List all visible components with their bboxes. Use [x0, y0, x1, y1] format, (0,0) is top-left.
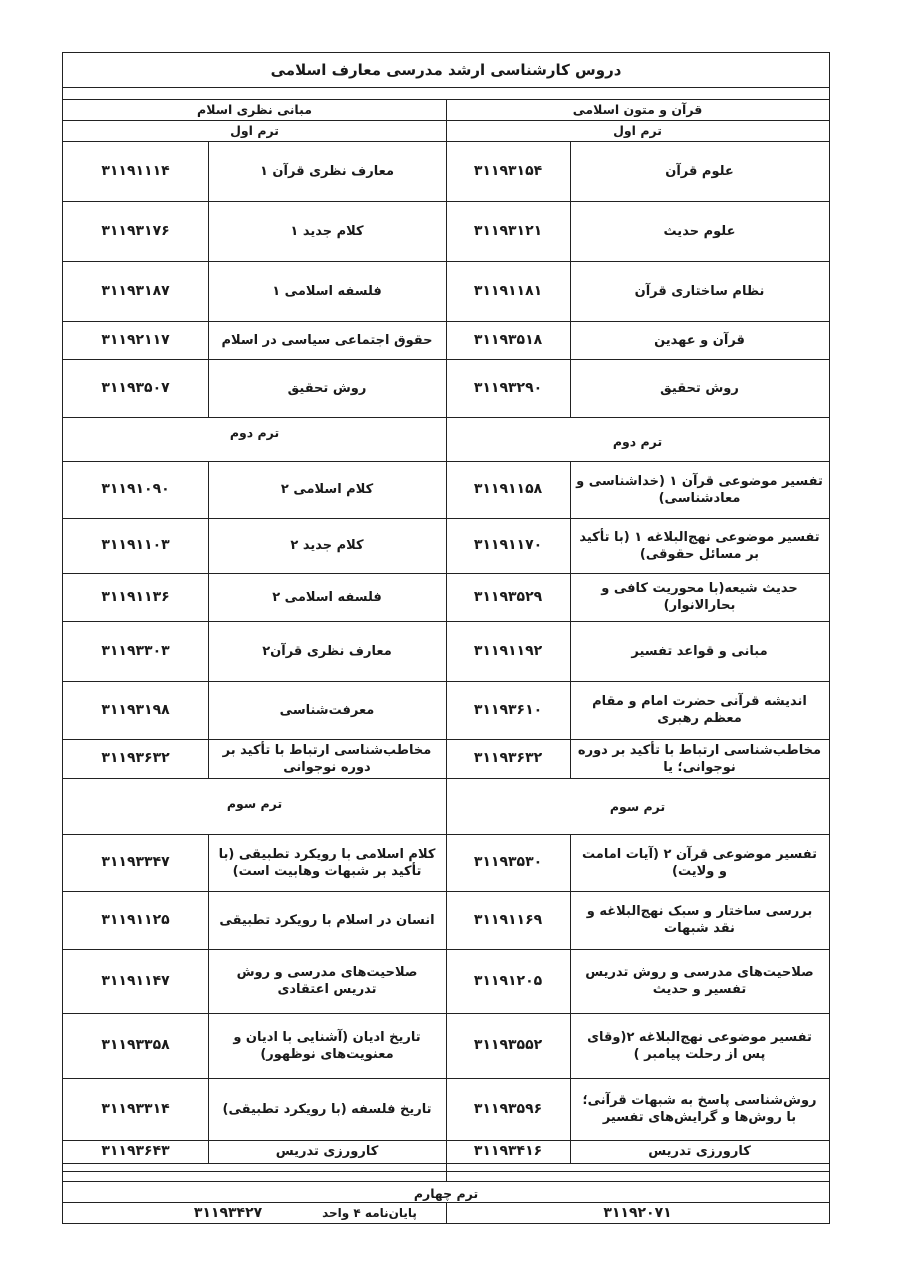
column-divider	[570, 1013, 571, 1078]
term3-right-code: ۳۱۱۹۱۱۶۹	[473, 911, 543, 928]
column-divider	[570, 1078, 571, 1140]
term2-right-code: ۳۱۱۹۱۱۹۲	[473, 642, 543, 659]
term1-left-code: ۳۱۱۹۲۱۱۷	[101, 331, 170, 348]
column-divider	[208, 681, 209, 739]
term2-label-right: ترم دوم	[612, 433, 663, 449]
term3-label-right: ترم سوم	[609, 798, 666, 814]
term3-right-code: ۳۱۱۹۳۵۵۲	[473, 1037, 543, 1053]
term1-left-code: ۳۱۱۹۳۱۸۷	[101, 282, 170, 299]
column-divider	[570, 201, 571, 261]
term2-right-course: تفسیر موضوعی قرآن ۱ (خداشناسی و معادشناسی)	[576, 473, 823, 506]
term1-left-course: حقوق اجتماعی سیاسی در اسلام	[221, 332, 433, 348]
term2-left-course: مخاطب‌شناسی ارتباط با تأکید بر دوره نوجوانی	[222, 742, 432, 775]
term3-left-code: ۳۱۱۹۳۳۵۸	[101, 1037, 170, 1053]
term2-left-code: ۳۱۱۹۳۶۳۲	[101, 750, 170, 766]
term3-left-code: ۳۱۱۹۳۳۱۴	[101, 1100, 170, 1117]
term3-right-course: تفسیر موضوعی قرآن ۲ (آیات امامت و ولایت)	[582, 846, 817, 879]
term2-right-code: ۳۱۱۹۱۱۵۸	[473, 481, 543, 497]
column-divider	[208, 1013, 209, 1078]
column-divider	[208, 573, 209, 621]
term3-left-course: انسان در اسلام با رویکرد تطبیقی	[219, 912, 435, 928]
term1-left-code: ۳۱۱۹۳۵۰۷	[101, 379, 170, 396]
term1-right-course: روش تحقیق	[660, 380, 739, 396]
column-divider	[570, 359, 571, 417]
term1-right-code: ۳۱۱۹۳۱۵۴	[473, 162, 543, 179]
column-divider	[570, 949, 571, 1013]
term3-right-course: صلاحیت‌های مدرسی و روش تدریس تفسیر و حدیث	[585, 965, 814, 997]
term3-right-code: ۳۱۱۹۳۵۳۰	[473, 854, 543, 870]
term2-left-course: کلام اسلامی ۲	[280, 482, 374, 497]
term2-left-course: کلام جدید ۲	[290, 538, 364, 553]
term1-right-course: علوم قرآن	[665, 163, 734, 179]
term4-right-code: ۳۱۱۹۲۰۷۱	[603, 1204, 672, 1221]
term3-left-course: کارورزی تدریس	[275, 1144, 379, 1159]
column-divider	[208, 201, 209, 261]
column-divider	[208, 739, 209, 778]
column-divider	[570, 518, 571, 573]
term3-right-course: کارورزی تدریس	[648, 1144, 751, 1159]
term1-right-course: نظام ساختاری قرآن	[634, 283, 765, 299]
term1-right-code: ۳۱۱۹۳۱۲۱	[473, 222, 543, 239]
column-divider	[570, 321, 571, 359]
term3-left-code: ۳۱۱۹۱۱۲۵	[101, 911, 170, 928]
column-divider	[208, 359, 209, 417]
column-divider	[570, 891, 571, 949]
term2-left-course: معرفت‌شناسی	[279, 702, 375, 718]
term3-left-course: کلام اسلامی با رویکرد تطبیقی (با تأکید بر شبهات وهابیت است)	[218, 846, 436, 879]
term3-left-course: صلاحیت‌های مدرسی و روش تدریس اعتقادی	[236, 965, 418, 997]
term2-left-code: ۳۱۱۹۳۱۹۸	[101, 701, 170, 718]
term1-right-code: ۳۱۱۹۳۲۹۰	[473, 379, 543, 396]
term2-left-code: ۳۱۱۹۱۱۰۳	[101, 537, 170, 553]
term2-right-code: ۳۱۱۹۳۶۱۰	[473, 701, 543, 718]
term2-right-code: ۳۱۱۹۳۶۳۲	[473, 750, 543, 766]
term1-right-course: علوم حدیث	[663, 223, 736, 239]
column-divider	[208, 141, 209, 201]
divider	[63, 87, 829, 88]
term1-right-code: ۳۱۱۹۳۵۱۸	[473, 331, 543, 348]
term3-left-course: تاریخ ادیان (آشنایی با ادیان و معنویت‌های نوظهور)	[233, 1029, 421, 1062]
column-divider	[208, 518, 209, 573]
column-divider	[570, 621, 571, 681]
term3-left-course: تاریخ فلسفه (با رویکرد تطبیقی)	[222, 1101, 432, 1117]
term2-left-code: ۳۱۱۹۱۱۳۶	[101, 588, 170, 605]
course-table	[62, 52, 830, 1224]
term2-left-code: ۳۱۱۹۱۰۹۰	[101, 481, 170, 497]
term2-left-course: فلسفه اسلامی ۲	[272, 589, 382, 605]
term2-right-course: مخاطب‌شناسی ارتباط با تأکید بر دوره نوجوانی؛ یا	[577, 742, 822, 775]
column-divider	[208, 891, 209, 949]
term1-right-code: ۳۱۱۹۱۱۸۱	[473, 282, 543, 299]
right-column-header: قرآن و متون اسلامی	[572, 102, 703, 117]
column-divider	[570, 681, 571, 739]
term3-left-code: ۳۱۱۹۳۳۴۷	[101, 854, 170, 870]
term1-left-course: روش تحقیق	[287, 380, 367, 396]
column-divider	[446, 834, 447, 1181]
column-divider	[208, 1078, 209, 1140]
column-divider	[208, 949, 209, 1013]
term3-left-code: ۳۱۱۹۳۶۴۳	[101, 1143, 170, 1159]
column-divider	[570, 834, 571, 891]
column-divider	[570, 141, 571, 201]
term2-label-left: ترم دوم	[229, 424, 280, 440]
term2-right-course: حدیث شیعه(با محوریت کافی و بحارالانوار)	[601, 581, 798, 613]
term3-right-code: ۳۱۱۹۳۵۹۶	[473, 1100, 543, 1117]
term2-right-code: ۳۱۱۹۳۵۲۹	[473, 588, 543, 605]
term3-right-code: ۳۱۱۹۳۴۱۶	[473, 1143, 543, 1159]
term1-left-code: ۳۱۱۹۳۱۷۶	[101, 222, 170, 239]
term4-left-course: پایان‌نامه ۴ واحد	[322, 1205, 417, 1220]
term4-label: ترم چهارم	[413, 1185, 479, 1201]
column-divider	[208, 461, 209, 518]
column-divider	[208, 261, 209, 321]
term3-right-course: بررسی ساختار و سبک نهج‌البلاغه و نقد شبهات	[586, 904, 813, 936]
divider	[63, 1181, 829, 1182]
table-title: دروس کارشناسی ارشد مدرسی معارف اسلامی	[270, 60, 622, 79]
term2-left-course: معارف نظری قرآن۲	[262, 643, 392, 659]
term2-right-code: ۳۱۱۹۱۱۷۰	[473, 537, 543, 553]
term1-label-right: ترم اول	[613, 123, 662, 138]
left-column-header: مبانی نظری اسلام	[197, 102, 312, 117]
column-divider	[570, 739, 571, 778]
column-divider	[570, 261, 571, 321]
column-divider	[446, 100, 447, 417]
column-divider	[208, 321, 209, 359]
column-divider	[208, 621, 209, 681]
column-divider	[570, 461, 571, 518]
column-divider	[570, 1140, 571, 1163]
term1-right-course: قرآن و عهدین	[654, 332, 745, 348]
term2-left-code: ۳۱۱۹۳۳۰۳	[101, 642, 170, 659]
term3-right-course: روش‌شناسی پاسخ به شبهات قرآنی؛ با روش‌ها و گرایش‌های تفسیر	[582, 1093, 817, 1125]
term3-left-code: ۳۱۱۹۱۱۴۷	[101, 972, 170, 989]
column-divider	[208, 834, 209, 891]
term1-left-course: فلسفه اسلامی ۱	[272, 283, 382, 299]
column-divider	[208, 1140, 209, 1163]
term1-left-code: ۳۱۱۹۱۱۱۴	[101, 162, 170, 179]
column-divider	[570, 573, 571, 621]
term3-right-course: تفسیر موضوعی نهج‌البلاغه ۲(وقای پس از رحلت پیامبر )	[587, 1029, 812, 1062]
term2-right-course: اندیشه قرآنی حضرت امام و مقام معظم رهبری	[592, 694, 807, 726]
term1-label-left: ترم اول	[230, 123, 279, 138]
term3-right-code: ۳۱۱۹۱۲۰۵	[473, 972, 543, 989]
term2-right-course: مبانی و قواعد تفسیر	[631, 643, 768, 659]
term4-left-code: ۳۱۱۹۳۴۲۷	[193, 1204, 263, 1221]
term1-left-course: معارف نظری قرآن ۱	[259, 163, 395, 179]
term3-label-left: ترم سوم	[226, 795, 283, 811]
term2-right-course: تفسیر موضوعی نهج‌البلاغه ۱ (با تأکید بر مسائل حقوقی)	[579, 529, 820, 562]
term1-left-course: کلام جدید ۱	[290, 223, 364, 239]
